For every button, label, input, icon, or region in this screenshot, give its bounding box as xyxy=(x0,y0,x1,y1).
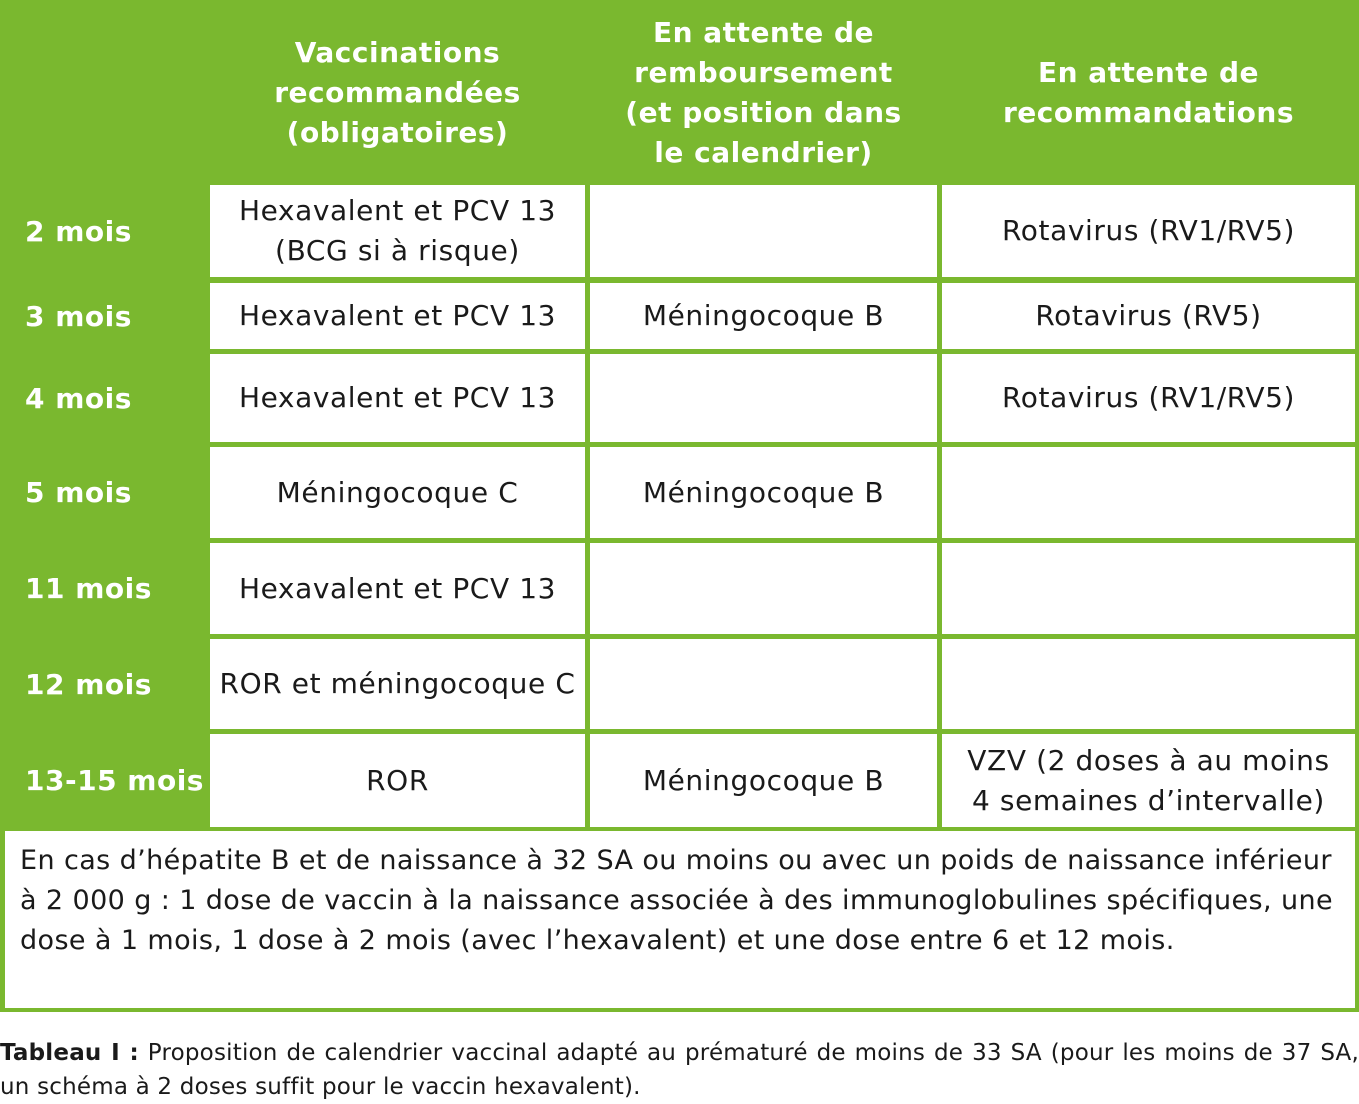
cell-recommendations-row-5 xyxy=(942,543,1355,634)
cell-reimbursement-row-7: Méningocoque B xyxy=(590,734,937,827)
header-recommendations: En attente de recommandations xyxy=(942,5,1355,181)
row-age-3-mois: 3 mois xyxy=(5,283,205,349)
table-caption xyxy=(0,1036,1359,1104)
row-age-11-mois: 11 mois xyxy=(5,543,205,634)
row-age-4-mois: 4 mois xyxy=(5,354,205,442)
cell-reimbursement-row-2: Méningocoque B xyxy=(590,283,937,349)
cell-recommended-row-5: Hexavalent et PCV 13 xyxy=(210,543,585,634)
cell-reimbursement-row-4: Méningocoque B xyxy=(590,447,937,538)
cell-recommendations-row-7: VZV (2 doses à au moins 4 semaines d’intervalle) xyxy=(942,734,1355,827)
cell-recommended-row-1: Hexavalent et PCV 13 (BCG si à risque) xyxy=(210,185,585,277)
row-age-5-mois: 5 mois xyxy=(5,447,205,538)
row-age-13-15-mois: 13-15 mois xyxy=(5,734,205,827)
header-reimbursement: En attente de remboursement (et position dans le calendrier) xyxy=(590,5,937,181)
header-recommended: Vaccinations recommandées (obligatoires) xyxy=(210,5,585,181)
row-age-12-mois: 12 mois xyxy=(5,639,205,729)
cell-recommended-row-7: ROR xyxy=(210,734,585,827)
cell-recommendations-row-4 xyxy=(942,447,1355,538)
cell-recommendations-row-1: Rotavirus (RV1/RV5) xyxy=(942,185,1355,277)
cell-reimbursement-row-1 xyxy=(590,185,937,277)
header-corner xyxy=(5,5,205,181)
caption-label: Tableau I : xyxy=(0,1040,139,1066)
cell-recommended-row-2: Hexavalent et PCV 13 xyxy=(210,283,585,349)
cell-recommendations-row-6 xyxy=(942,639,1355,729)
row-age-2-mois: 2 mois xyxy=(5,185,205,277)
cell-recommended-row-6: ROR et méningocoque C xyxy=(210,639,585,729)
cell-recommended-row-3: Hexavalent et PCV 13 xyxy=(210,354,585,442)
cell-recommendations-row-3: Rotavirus (RV1/RV5) xyxy=(942,354,1355,442)
caption-text: Proposition de calendrier vaccinal adapté au prématuré de moins de 33 SA (pour les moins de 37 SA, un schéma à 2 doses suffit pour le vaccin hexavalent). xyxy=(0,1040,1359,1100)
cell-reimbursement-row-6 xyxy=(590,639,937,729)
cell-recommended-row-4: Méningocoque C xyxy=(210,447,585,538)
cell-recommendations-row-2: Rotavirus (RV5) xyxy=(942,283,1355,349)
cell-reimbursement-row-5 xyxy=(590,543,937,634)
cell-reimbursement-row-3 xyxy=(590,354,937,442)
table-footnote: En cas d’hépatite B et de naissance à 32 SA ou moins ou avec un poids de naissance inférieur à 2 000 g : 1 dose de vaccin à la naissance associée à des immunoglobulines spécifiques, une dose à 1 mois, 1 dose à 2 mois (avec l’hexavalent) et une dose entre 6 et 12 mois. xyxy=(5,831,1355,1008)
